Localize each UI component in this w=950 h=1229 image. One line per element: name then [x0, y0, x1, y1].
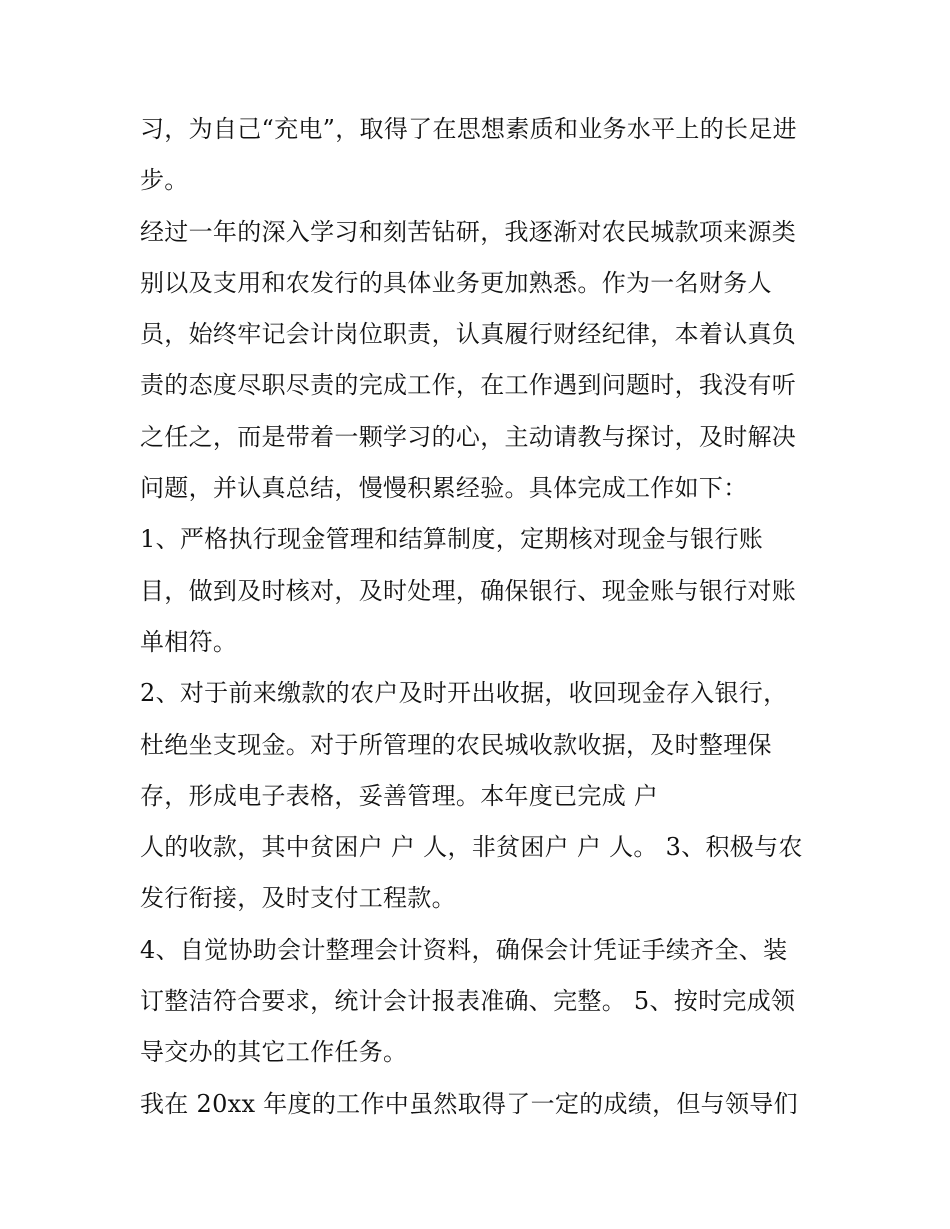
text-line: 责的态度尽职尽责的完成工作，在工作遇到问题时，我没有听: [140, 371, 797, 400]
text-line: 问题，并认真总结，慢慢积累经验。具体完成工作如下：: [140, 474, 748, 503]
text-line: 4、自觉协助会计整理会计资料，确保会计凭证手续齐全、装: [140, 935, 788, 964]
text-line: 经过一年的深入学习和刻苦钻研，我逐渐对农民城款项来源类: [140, 217, 797, 246]
text-line: 习，为自己“充电”，取得了在思想素质和业务水平上的长足进: [140, 115, 797, 143]
text-line: 1、严格执行现金管理和结算制度，定期核对现金与银行账: [140, 525, 764, 554]
text-line: 别以及支用和农发行的具体业务更加熟悉。作为一名财务人: [140, 268, 772, 297]
text-line: 目，做到及时核对，及时处理，确保银行、现金账与银行对账: [140, 576, 797, 605]
text-line: 步。: [140, 166, 189, 195]
text-line: 员，始终牢记会计岗位职责，认真履行财经纪律，本着认真负: [140, 320, 797, 349]
text-line: 杜绝坐支现金。对于所管理的农民城收款收据，及时整理保: [140, 730, 772, 759]
text-line: 发行衔接，及时支付工程款。: [140, 884, 456, 913]
document-body: [140, 104, 830, 1130]
text-line: 2、对于前来缴款的农户及时开出收据，收回现金存入银行，: [140, 679, 788, 708]
text-line: 导交办的其它工作任务。: [140, 1038, 408, 1067]
text-line: 人的收款，其中贫困户 户 人，非贫困户 户 人。 3、积极与农: [140, 833, 803, 862]
text-line: 单相符。: [140, 627, 238, 656]
text-line: 我在 20xx 年度的工作中虽然取得了一定的成绩，但与领导们: [140, 1089, 798, 1118]
text-line: 之任之，而是带着一颗学习的心，主动请教与探讨，及时解决: [140, 422, 797, 451]
text-line: 订整洁符合要求，统计会计报表准确、完整。 5、按时完成领: [140, 987, 796, 1016]
text-line: 存，形成电子表格，妥善管理。本年度已完成 户: [140, 781, 659, 810]
